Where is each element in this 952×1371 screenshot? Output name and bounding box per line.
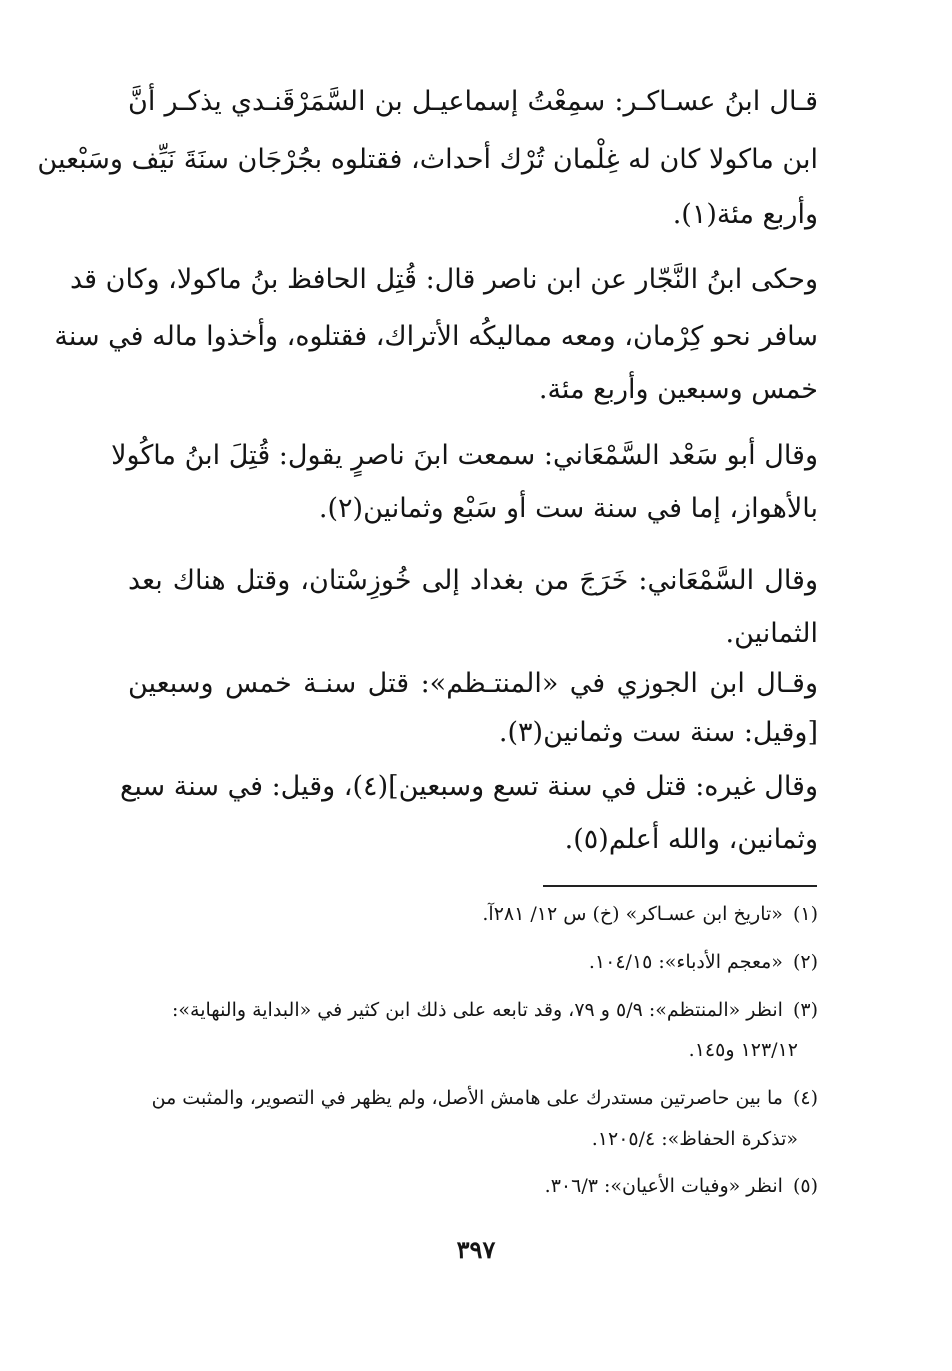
- body-line: وقال أبو سَعْد السَّمْعَاني: سمعت ابنَ ناصرٍ يقول: قُتِلَ ابنُ ماكُولا: [111, 440, 818, 471]
- page-number: ٣٩٧: [456, 1235, 496, 1264]
- footnote-text: انظر «وفيات الأعيان»: ٣٠٦/٣.: [544, 1175, 783, 1197]
- body-line: ابن ماكولا كان له غِلْمان تُرْك أحداث، فقتلوه بجُرْجَان سنَةَ نَيِّف وسَبْعين: [37, 144, 818, 175]
- body-line: بالأهواز، إما في سنة ست أو سَبْع وثمانين(٢).: [318, 493, 818, 524]
- footnote-1: [118, 898, 818, 930]
- footnote-4: [118, 1082, 818, 1114]
- body-line: وقال غيره: قتل في سنة تسع وسبعين](٤)، وقيل: في سنة سبع: [120, 771, 818, 802]
- footnote-number: (٤): [792, 1087, 818, 1109]
- footnote-text: «معجم الأدباء»: ١٠٤/١٥.: [588, 951, 783, 973]
- footnote-number: (١): [792, 903, 818, 925]
- footnote-text: ما بين حاصرتين مستدرك على هامش الأصل، ولم يظهر في التصوير، والمثبت من: [151, 1087, 783, 1109]
- body-line: خمس وسبعين وأربع مئة.: [538, 374, 818, 405]
- footnote-number: (٣): [792, 999, 818, 1021]
- footnote-3: [118, 994, 818, 1026]
- footnote-text: انظر «المنتظم»: ٥/٩ و ٧٩، وقد تابعه على ذلك ابن كثير في «البداية والنهاية»:: [172, 999, 783, 1021]
- footnote-number: (٢): [792, 951, 818, 973]
- footnote-text: «تاريخ ابن عسـاكر» (خ) س ١٢/ ٢٨١آ.: [482, 903, 783, 925]
- footnote-number: (٥): [792, 1175, 818, 1197]
- body-line: [وقيل: سنة ست وثمانين(٣).: [498, 717, 818, 748]
- body-line: وأربع مئة(١).: [672, 199, 818, 230]
- footnote-separator: [543, 885, 817, 887]
- footnote-5: [118, 1170, 818, 1202]
- body-line: الثمانين.: [725, 618, 818, 649]
- footnote-3-continuation: ١٢٣/١٢ و١٤٥.: [688, 1039, 798, 1061]
- footnote-4-continuation: «تذكرة الحفاظ»: ١٢٠٥/٤.: [591, 1128, 798, 1150]
- body-line: وقـال ابن الجوزي في «المنتـظم»: قتل سنـة خمس وسبعين: [128, 668, 818, 699]
- body-line: وحكى ابنُ النَّجّار عن ابن ناصر قال: قُتِل الحافظ بنُ ماكولا، وكان قد: [69, 264, 818, 295]
- footnote-2: [118, 946, 818, 978]
- body-line: وثمانين، والله أعلم(٥).: [564, 824, 818, 855]
- body-line: وقال السَّمْعَاني: خَرَجَ من بغداد إلى خُوزِسْتان، وقتل هناك بعد: [128, 565, 818, 596]
- body-line: قـال ابنُ عسـاكـر: سمِعْتُ إسماعيـل بن السَّمَرْقَنـدي يذكـر أنَّ: [128, 86, 818, 117]
- body-line: سافر نحو كِرْمان، ومعه مماليكُه الأتراك، فقتلوه، وأخذوا ماله في سنة: [54, 321, 818, 352]
